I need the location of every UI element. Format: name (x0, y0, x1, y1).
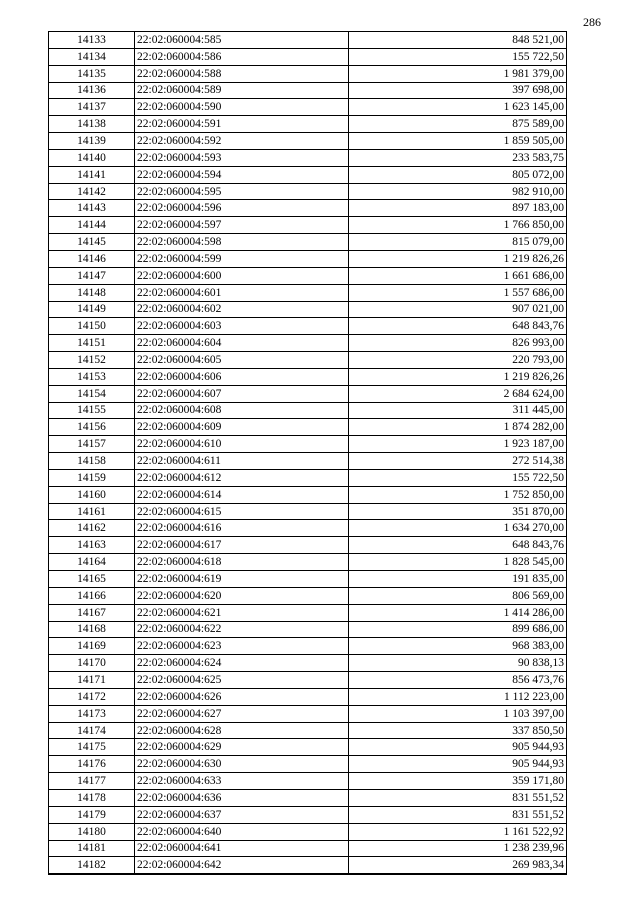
table-row (49, 486, 567, 503)
cadastral-value-cell: 220 793,00 (349, 352, 567, 369)
cadastral-number-cell: 22:02:060004:636 (135, 789, 349, 806)
row-number-cell: 14167 (49, 604, 135, 621)
table-row (49, 773, 567, 790)
row-number-cell: 14144 (49, 217, 135, 234)
cadastral-value-cell: 831 551,52 (349, 806, 567, 823)
cadastral-number-cell: 22:02:060004:602 (135, 301, 349, 318)
table-row (49, 806, 567, 823)
cadastral-value-cell: 982 910,00 (349, 183, 567, 200)
cadastral-number-cell: 22:02:060004:610 (135, 436, 349, 453)
cadastral-number-cell: 22:02:060004:626 (135, 688, 349, 705)
cadastral-number-cell: 22:02:060004:592 (135, 133, 349, 150)
cadastral-value-cell: 1 414 286,00 (349, 604, 567, 621)
row-number-cell: 14164 (49, 554, 135, 571)
cadastral-value-cell: 233 583,75 (349, 149, 567, 166)
cadastral-value-cell: 848 521,00 (349, 32, 567, 49)
cadastral-value-cell: 648 843,76 (349, 318, 567, 335)
table-row (49, 149, 567, 166)
cadastral-number-cell: 22:02:060004:621 (135, 604, 349, 621)
cadastral-value-cell: 1 661 686,00 (349, 267, 567, 284)
cadastral-number-cell: 22:02:060004:637 (135, 806, 349, 823)
table-row (49, 352, 567, 369)
table-row (49, 250, 567, 267)
cadastral-number-cell: 22:02:060004:593 (135, 149, 349, 166)
cadastral-value-cell: 1 859 505,00 (349, 133, 567, 150)
cadastral-number-cell: 22:02:060004:619 (135, 571, 349, 588)
cadastral-value-cell: 359 171,80 (349, 773, 567, 790)
table-row (49, 672, 567, 689)
cadastral-number-cell: 22:02:060004:629 (135, 739, 349, 756)
cadastral-value-cell: 397 698,00 (349, 82, 567, 99)
row-number-cell: 14145 (49, 234, 135, 251)
cadastral-number-cell: 22:02:060004:591 (135, 116, 349, 133)
cadastral-number-cell: 22:02:060004:614 (135, 486, 349, 503)
row-number-cell: 14139 (49, 133, 135, 150)
table-row (49, 284, 567, 301)
row-number-cell: 14147 (49, 267, 135, 284)
table-row (49, 453, 567, 470)
cadastral-value-cell: 875 589,00 (349, 116, 567, 133)
table-row (49, 48, 567, 65)
table-row (49, 722, 567, 739)
row-number-cell: 14169 (49, 638, 135, 655)
table-row (49, 32, 567, 49)
row-number-cell: 14171 (49, 672, 135, 689)
cadastral-value-cell: 806 569,00 (349, 587, 567, 604)
table-row (49, 520, 567, 537)
row-number-cell: 14172 (49, 688, 135, 705)
cadastral-number-cell: 22:02:060004:608 (135, 402, 349, 419)
row-number-cell: 14161 (49, 503, 135, 520)
cadastral-number-cell: 22:02:060004:589 (135, 82, 349, 99)
cadastral-number-cell: 22:02:060004:617 (135, 537, 349, 554)
cadastral-value-cell: 1 752 850,00 (349, 486, 567, 503)
table-row (49, 217, 567, 234)
cadastral-value-cell: 1 874 282,00 (349, 419, 567, 436)
cadastral-number-cell: 22:02:060004:616 (135, 520, 349, 537)
table-row (49, 200, 567, 217)
cadastral-number-cell: 22:02:060004:620 (135, 587, 349, 604)
row-number-cell: 14180 (49, 823, 135, 840)
row-number-cell: 14149 (49, 301, 135, 318)
row-number-cell: 14138 (49, 116, 135, 133)
cadastral-value-cell: 1 623 145,00 (349, 99, 567, 116)
cadastral-number-cell: 22:02:060004:603 (135, 318, 349, 335)
cadastral-value-cell: 648 843,76 (349, 537, 567, 554)
cadastral-number-cell: 22:02:060004:625 (135, 672, 349, 689)
cadastral-value-cell: 815 079,00 (349, 234, 567, 251)
row-number-cell: 14162 (49, 520, 135, 537)
cadastral-value-cell: 1 828 545,00 (349, 554, 567, 571)
cadastral-number-cell: 22:02:060004:590 (135, 99, 349, 116)
cadastral-value-cell: 1 923 187,00 (349, 436, 567, 453)
cadastral-number-cell: 22:02:060004:605 (135, 352, 349, 369)
table-row (49, 335, 567, 352)
table-row (49, 638, 567, 655)
cadastral-number-cell: 22:02:060004:624 (135, 655, 349, 672)
table-row (49, 469, 567, 486)
cadastral-number-cell: 22:02:060004:597 (135, 217, 349, 234)
row-number-cell: 14137 (49, 99, 135, 116)
cadastral-number-cell: 22:02:060004:640 (135, 823, 349, 840)
cadastral-value-cell: 907 021,00 (349, 301, 567, 318)
cadastral-number-cell: 22:02:060004:585 (135, 32, 349, 49)
table-row (49, 166, 567, 183)
cadastral-value-cell: 1 103 397,00 (349, 705, 567, 722)
table-row (49, 739, 567, 756)
table-body (49, 32, 567, 875)
cadastral-number-cell: 22:02:060004:595 (135, 183, 349, 200)
row-number-cell: 14134 (49, 48, 135, 65)
row-number-cell: 14156 (49, 419, 135, 436)
row-number-cell: 14168 (49, 621, 135, 638)
cadastral-number-cell: 22:02:060004:633 (135, 773, 349, 790)
row-number-cell: 14174 (49, 722, 135, 739)
cadastral-value-cell: 1 557 686,00 (349, 284, 567, 301)
cadastral-number-cell: 22:02:060004:596 (135, 200, 349, 217)
cadastral-value-cell: 155 722,50 (349, 48, 567, 65)
row-number-cell: 14158 (49, 453, 135, 470)
row-number-cell: 14133 (49, 32, 135, 49)
cadastral-number-cell: 22:02:060004:641 (135, 840, 349, 857)
cadastral-number-cell: 22:02:060004:588 (135, 65, 349, 82)
cadastral-number-cell: 22:02:060004:601 (135, 284, 349, 301)
row-number-cell: 14153 (49, 368, 135, 385)
row-number-cell: 14165 (49, 571, 135, 588)
table-row (49, 503, 567, 520)
cadastral-number-cell: 22:02:060004:606 (135, 368, 349, 385)
table-row (49, 756, 567, 773)
table-row (49, 840, 567, 857)
table-row (49, 183, 567, 200)
cadastral-number-cell: 22:02:060004:642 (135, 857, 349, 874)
cadastral-number-cell: 22:02:060004:604 (135, 335, 349, 352)
row-number-cell: 14142 (49, 183, 135, 200)
cadastral-number-cell: 22:02:060004:628 (135, 722, 349, 739)
cadastral-number-cell: 22:02:060004:600 (135, 267, 349, 284)
cadastral-value-cell: 1 981 379,00 (349, 65, 567, 82)
row-number-cell: 14141 (49, 166, 135, 183)
table-row (49, 857, 567, 874)
cadastral-value-cell: 1 112 223,00 (349, 688, 567, 705)
cadastral-number-cell: 22:02:060004:623 (135, 638, 349, 655)
row-number-cell: 14157 (49, 436, 135, 453)
table-row (49, 402, 567, 419)
table-row (49, 318, 567, 335)
cadastral-value-table (48, 31, 567, 875)
cadastral-value-cell: 968 383,00 (349, 638, 567, 655)
cadastral-value-cell: 905 944,93 (349, 739, 567, 756)
cadastral-value-cell: 1 634 270,00 (349, 520, 567, 537)
row-number-cell: 14148 (49, 284, 135, 301)
row-number-cell: 14177 (49, 773, 135, 790)
row-number-cell: 14173 (49, 705, 135, 722)
cadastral-number-cell: 22:02:060004:599 (135, 250, 349, 267)
cadastral-value-cell: 899 686,00 (349, 621, 567, 638)
table-row (49, 571, 567, 588)
cadastral-value-cell: 1 161 522,92 (349, 823, 567, 840)
table-row (49, 133, 567, 150)
table-row (49, 436, 567, 453)
cadastral-number-cell: 22:02:060004:615 (135, 503, 349, 520)
row-number-cell: 14175 (49, 739, 135, 756)
cadastral-value-cell: 272 514,38 (349, 453, 567, 470)
table-row (49, 99, 567, 116)
table-row (49, 234, 567, 251)
table-row (49, 688, 567, 705)
cadastral-value-cell: 337 850,50 (349, 722, 567, 739)
table-row (49, 604, 567, 621)
table-row (49, 116, 567, 133)
cadastral-value-cell: 1 766 850,00 (349, 217, 567, 234)
cadastral-value-cell: 1 219 826,26 (349, 250, 567, 267)
row-number-cell: 14178 (49, 789, 135, 806)
row-number-cell: 14170 (49, 655, 135, 672)
row-number-cell: 14163 (49, 537, 135, 554)
cadastral-value-cell: 1 219 826,26 (349, 368, 567, 385)
cadastral-number-cell: 22:02:060004:622 (135, 621, 349, 638)
cadastral-value-cell: 1 238 239,96 (349, 840, 567, 857)
table-row (49, 267, 567, 284)
table-row (49, 82, 567, 99)
cadastral-value-cell: 155 722,50 (349, 469, 567, 486)
table-row (49, 301, 567, 318)
cadastral-value-cell: 2 684 624,00 (349, 385, 567, 402)
row-number-cell: 14152 (49, 352, 135, 369)
cadastral-number-cell: 22:02:060004:618 (135, 554, 349, 571)
cadastral-value-cell: 826 993,00 (349, 335, 567, 352)
row-number-cell: 14143 (49, 200, 135, 217)
cadastral-number-cell: 22:02:060004:594 (135, 166, 349, 183)
row-number-cell: 14176 (49, 756, 135, 773)
cadastral-value-cell: 905 944,93 (349, 756, 567, 773)
cadastral-number-cell: 22:02:060004:611 (135, 453, 349, 470)
page-number: 286 (583, 15, 601, 29)
table-row (49, 655, 567, 672)
cadastral-number-cell: 22:02:060004:627 (135, 705, 349, 722)
table-row (49, 419, 567, 436)
table-row (49, 823, 567, 840)
row-number-cell: 14160 (49, 486, 135, 503)
table-row (49, 368, 567, 385)
cadastral-value-cell: 90 838,13 (349, 655, 567, 672)
row-number-cell: 14136 (49, 82, 135, 99)
table-row (49, 537, 567, 554)
cadastral-value-cell: 831 551,52 (349, 789, 567, 806)
row-number-cell: 14150 (49, 318, 135, 335)
cadastral-number-cell: 22:02:060004:598 (135, 234, 349, 251)
cadastral-number-cell: 22:02:060004:607 (135, 385, 349, 402)
cadastral-number-cell: 22:02:060004:586 (135, 48, 349, 65)
table-row (49, 705, 567, 722)
cadastral-value-cell: 805 072,00 (349, 166, 567, 183)
row-number-cell: 14182 (49, 857, 135, 874)
table-row (49, 385, 567, 402)
cadastral-value-cell: 269 983,34 (349, 857, 567, 874)
cadastral-value-cell: 351 870,00 (349, 503, 567, 520)
cadastral-value-cell: 191 835,00 (349, 571, 567, 588)
cadastral-value-cell: 897 183,00 (349, 200, 567, 217)
row-number-cell: 14179 (49, 806, 135, 823)
row-number-cell: 14155 (49, 402, 135, 419)
table-row (49, 621, 567, 638)
table-row (49, 587, 567, 604)
row-number-cell: 14135 (49, 65, 135, 82)
cadastral-value-cell: 856 473,76 (349, 672, 567, 689)
row-number-cell: 14140 (49, 149, 135, 166)
cadastral-number-cell: 22:02:060004:609 (135, 419, 349, 436)
cadastral-number-cell: 22:02:060004:612 (135, 469, 349, 486)
cadastral-value-cell: 311 445,00 (349, 402, 567, 419)
table-row (49, 554, 567, 571)
row-number-cell: 14159 (49, 469, 135, 486)
row-number-cell: 14166 (49, 587, 135, 604)
table-row (49, 789, 567, 806)
row-number-cell: 14181 (49, 840, 135, 857)
row-number-cell: 14151 (49, 335, 135, 352)
row-number-cell: 14154 (49, 385, 135, 402)
cadastral-number-cell: 22:02:060004:630 (135, 756, 349, 773)
table-row (49, 65, 567, 82)
row-number-cell: 14146 (49, 250, 135, 267)
